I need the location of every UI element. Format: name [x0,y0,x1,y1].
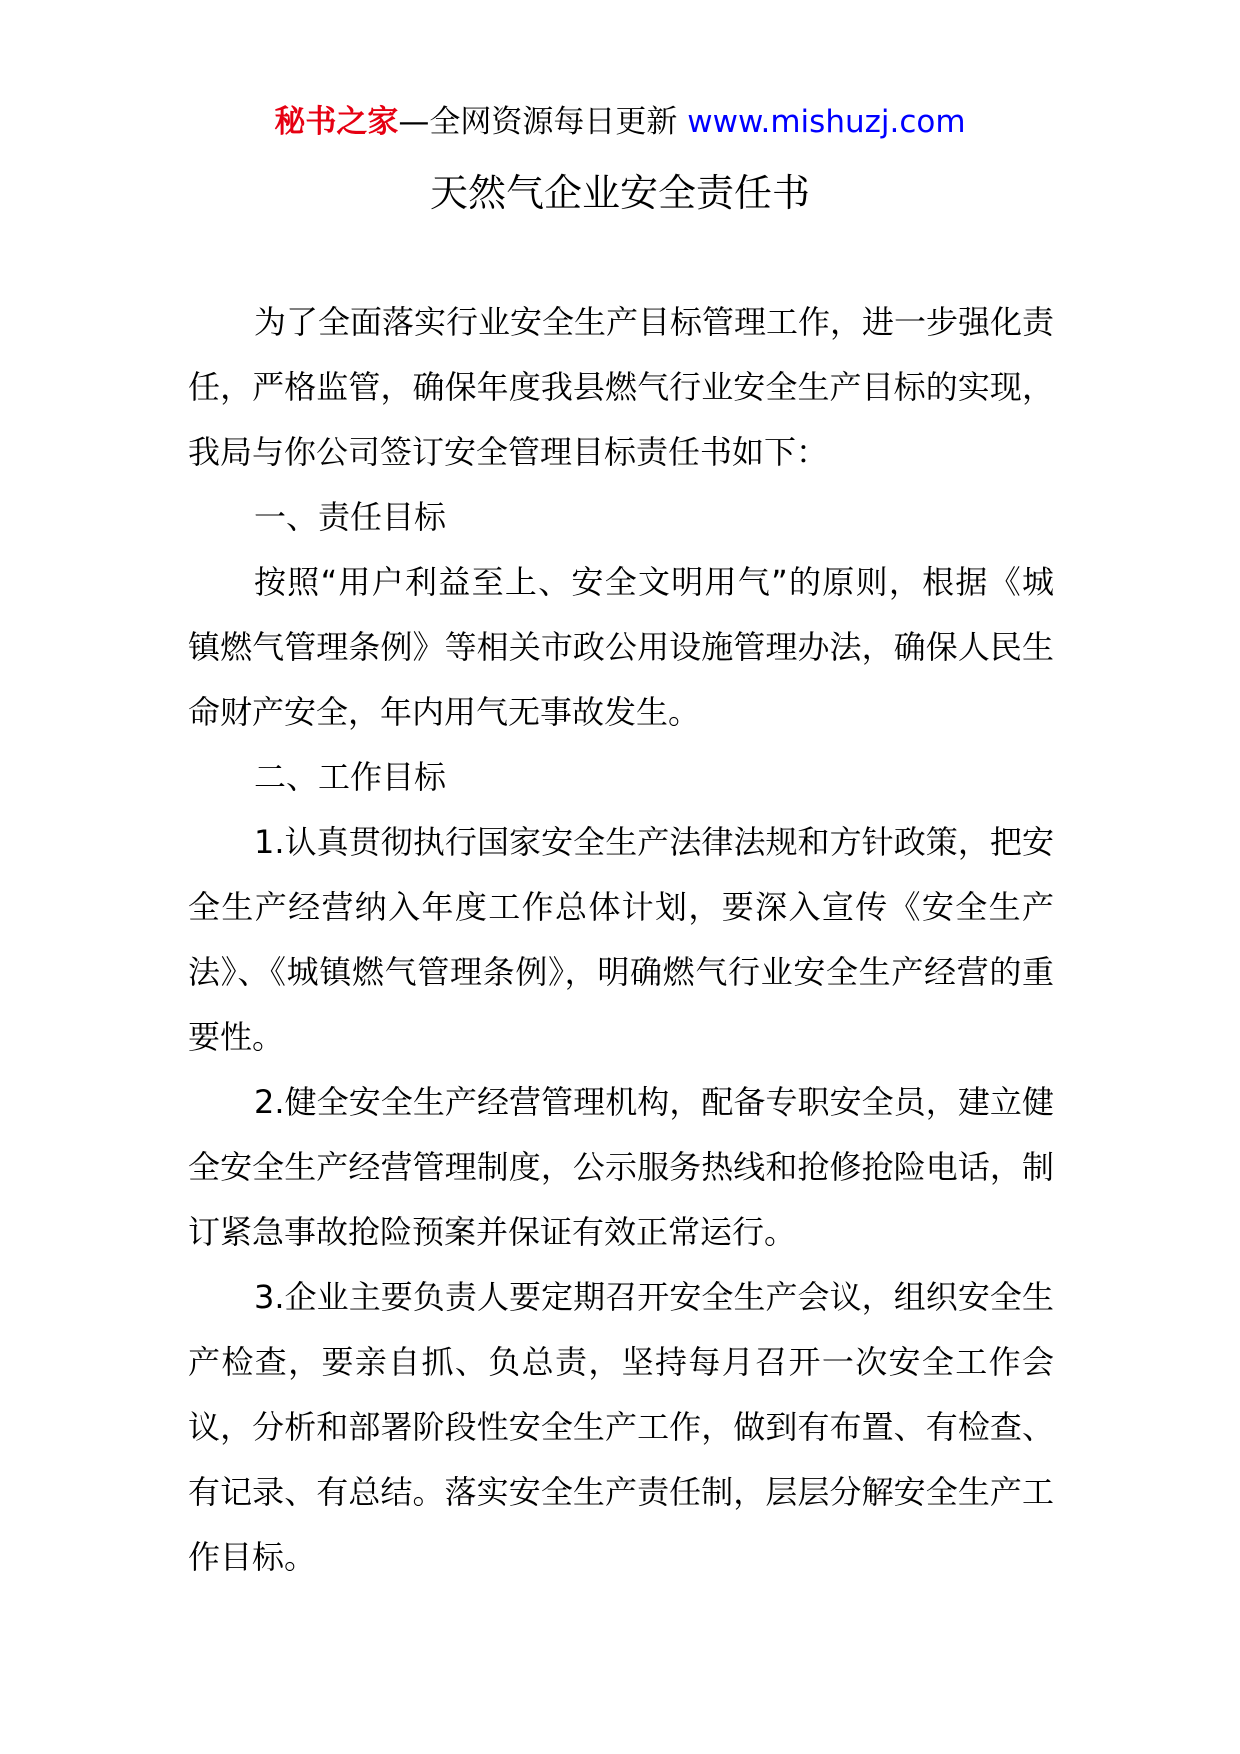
document-body [188,290,1054,1590]
section-paragraph-responsibility: 按照“用户利益至上、安全文明用气”的原则，根据《城镇燃气管理条例》等相关市政公用设施管理办法，确保人民生命财产安全，年内用气无事故发生。 [188,563,1054,731]
work-goal-item-1: 1.认真贯彻执行国家安全生产法律法规和方针政策，把安全生产经营纳入年度工作总体计划，要深入宣传《安全生产法》、《城镇燃气管理条例》，明确燃气行业安全生产经营的重要性。 [188,823,1054,1056]
section-heading-work-goals: 二、工作目标 [254,758,447,796]
site-header [0,100,1240,144]
section-heading-responsibility: 一、责任目标 [254,498,447,536]
work-goal-item-3: 3.企业主要负责人要定期召开安全生产会议，组织安全生产检查，要亲自抓、负总责，坚持每月召开一次安全工作会议，分析和部署阶段性安全生产工作，做到有布置、有检查、有记录、有总结。落实安全生产责任制，层层分解安全生产工作目标。 [188,1278,1054,1576]
document-title: 天然气企业安全责任书 [429,171,810,215]
site-url-link[interactable]: www.mishuzj.com [687,104,966,140]
header-tagline: —全网资源每日更新 [398,104,688,140]
brand-name: 秘书之家 [274,104,399,140]
intro-paragraph: 为了全面落实行业安全生产目标管理工作，进一步强化责任，严格监管，确保年度我县燃气行业安全生产目标的实现，我局与你公司签订安全管理目标责任书如下： [188,303,1055,471]
work-goal-item-2: 2.健全安全生产经营管理机构，配备专职安全员，建立健全安全生产经营管理制度，公示服务热线和抢修抢险电话，制订紧急事故抢险预案并保证有效正常运行。 [188,1083,1054,1251]
